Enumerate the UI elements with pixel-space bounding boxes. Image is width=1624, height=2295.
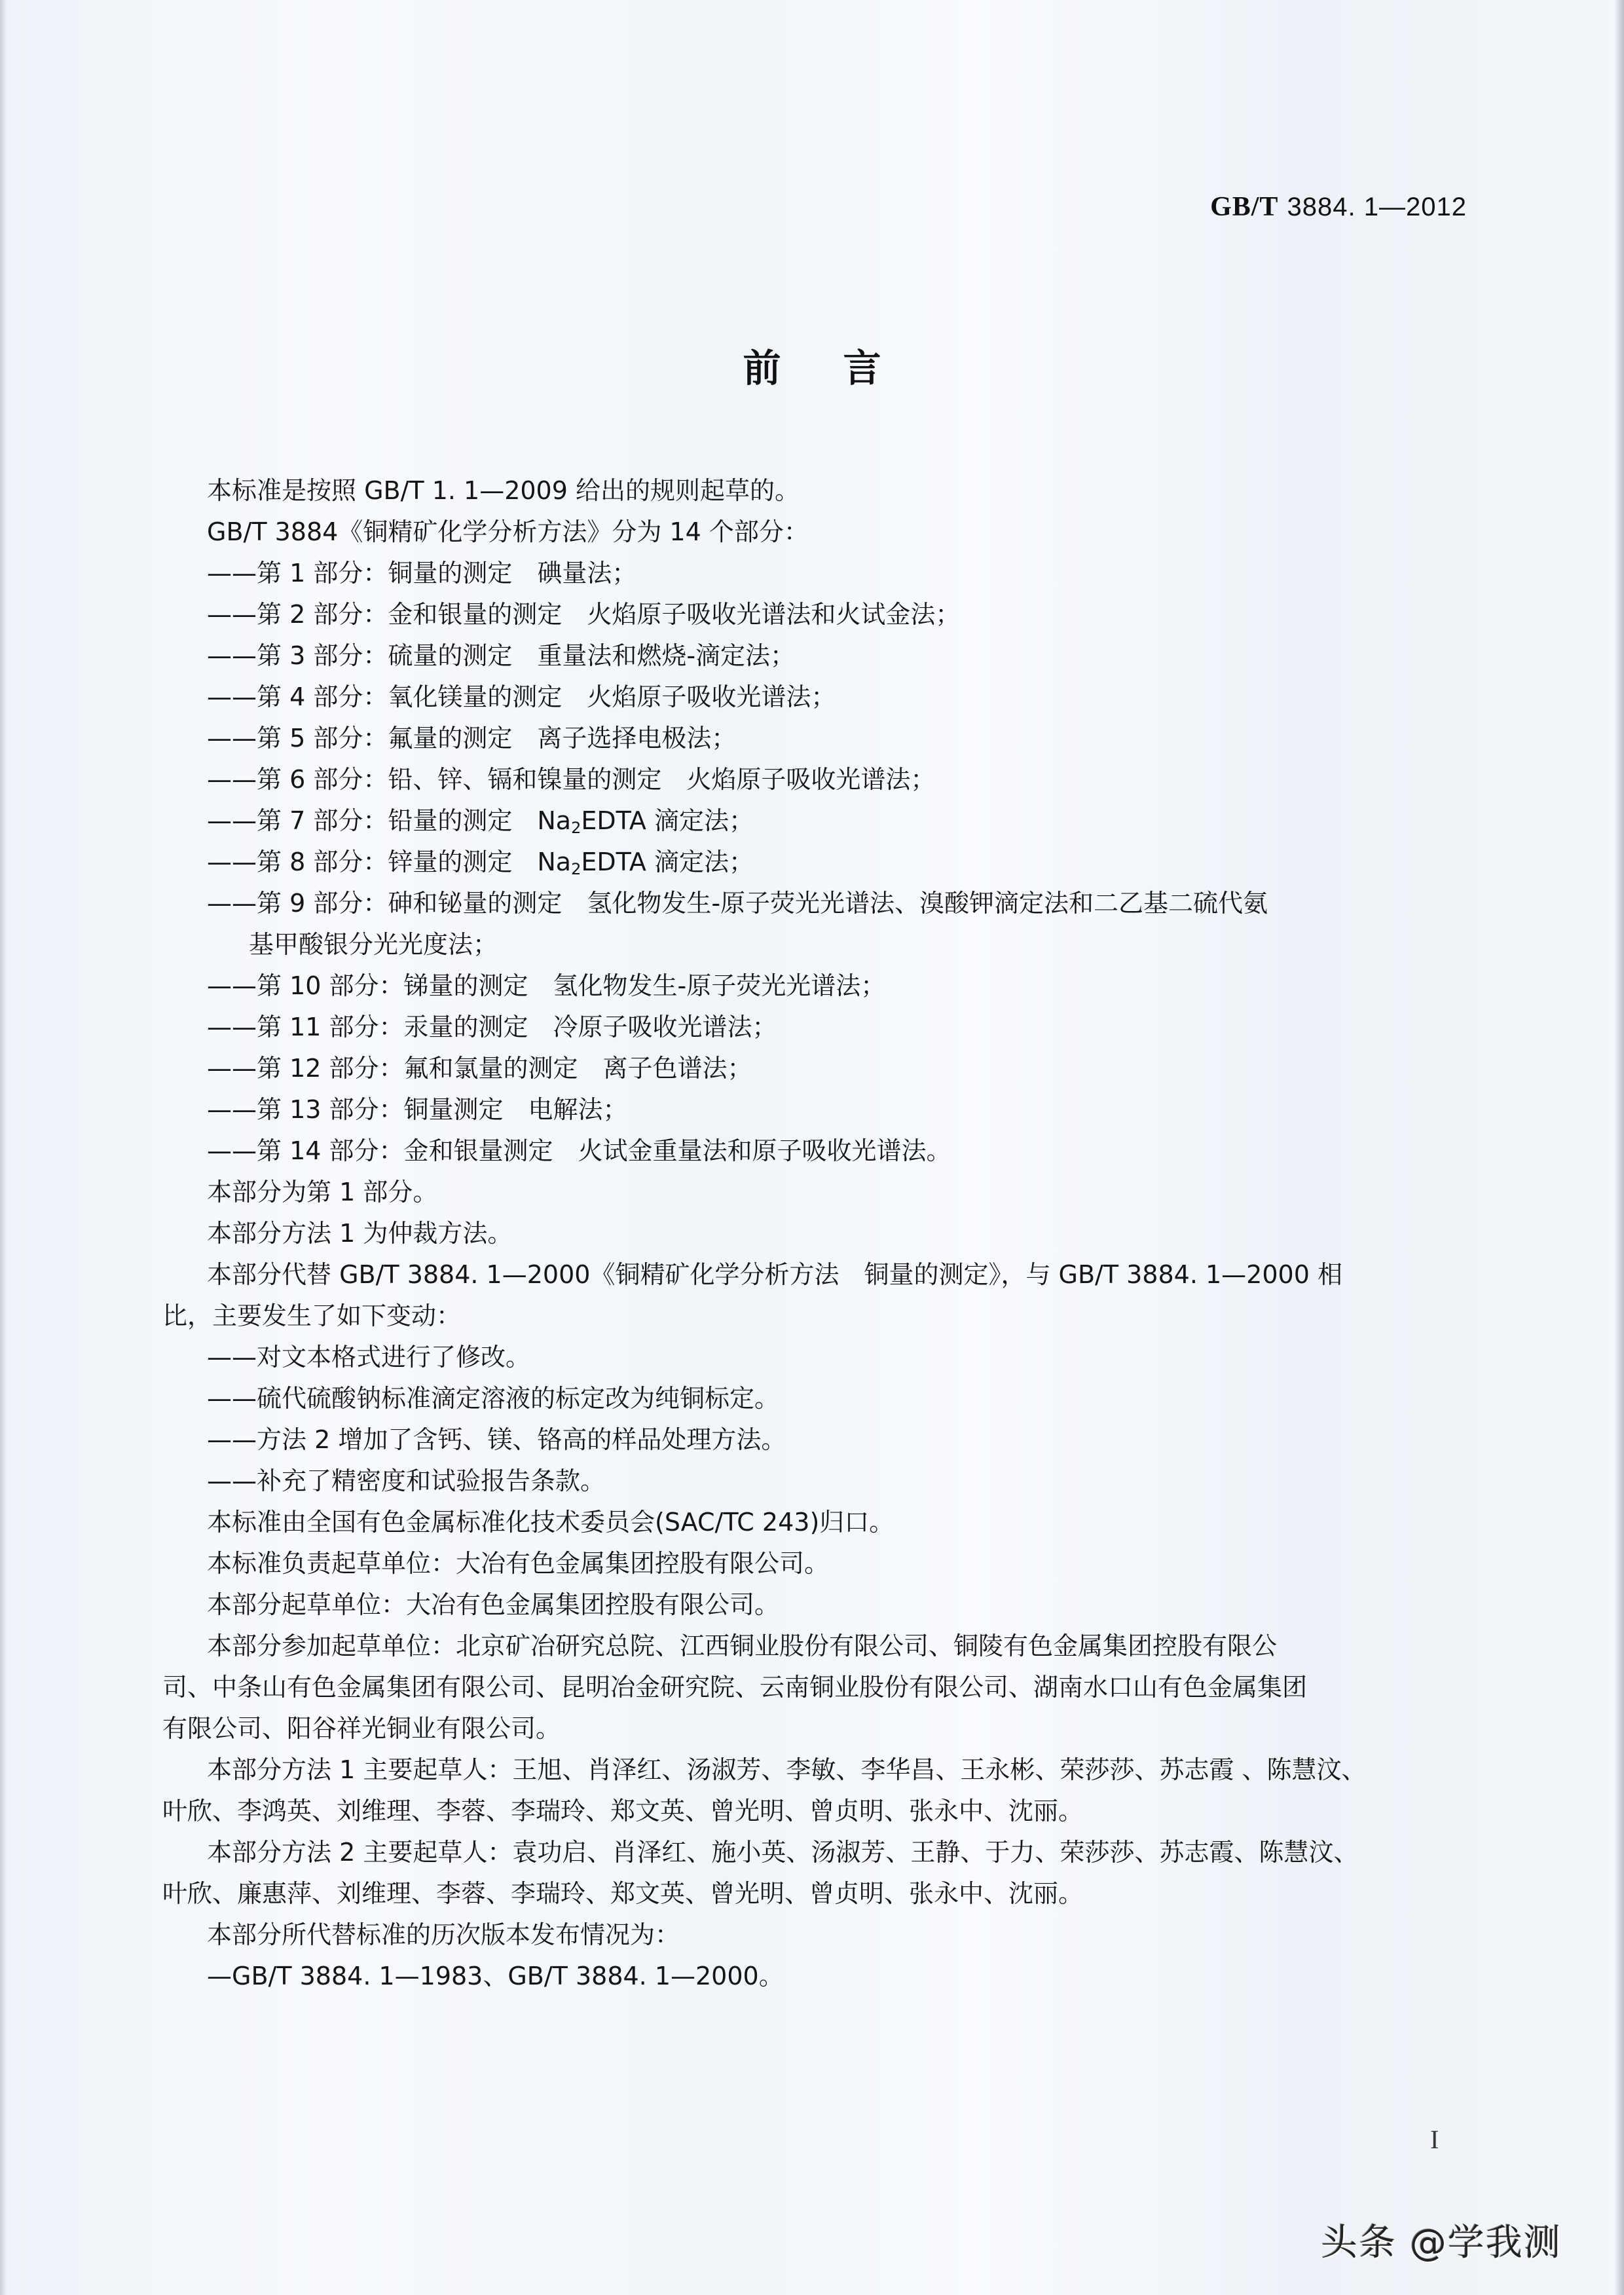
foreword-body (162, 470, 1477, 1997)
part-7-text: ——第 7 部分：铅量的测定 Na (207, 806, 572, 835)
change-item-3: ——方法 2 增加了含钙、镁、铬高的样品处理方法。 (207, 1425, 786, 1454)
paragraph-drafting-rules: 本标准是按照 GB/T 1. 1—2009 给出的规则起草的。 (207, 476, 800, 505)
paragraph-this-part: 本部分为第 1 部分。 (207, 1178, 438, 1206)
list-item-part-3: ——第 3 部分：硫量的测定 重量法和燃烧-滴定法； (207, 641, 796, 670)
paragraph-replaces-continued: 比，主要发生了如下变动： (162, 1301, 462, 1330)
list-item-part-1: ——第 1 部分：铜量的测定 碘量法； (207, 559, 637, 588)
paragraph-history-intro: 本部分所代替标准的历次版本发布情况为： (207, 1920, 680, 1949)
paragraph-participating-units: 本部分参加起草单位：北京矿冶研究总院、江西铜业股份有限公司、铜陵有色金属集团控股有限公 (207, 1632, 1278, 1660)
list-item-part-7 (207, 800, 1477, 842)
part-7-method: EDTA 滴定法； (581, 806, 754, 835)
change-item-4: ——补充了精密度和试验报告条款。 (207, 1466, 606, 1495)
list-item-part-8 (207, 842, 1477, 883)
part-8-text: ——第 8 部分：锌量的测定 Na (207, 848, 572, 876)
title-char-1: 前 (743, 346, 781, 390)
list-item-part-9-continued: 基甲酸银分光光度法； (249, 930, 498, 959)
watermark: 头条 @学我测 (1321, 2222, 1562, 2264)
paragraph-method-2-drafters-continued: 叶欣、廉惠萍、刘维理、李蓉、李瑞玲、郑文英、曾光明、曾贞明、张永中、沈丽。 (162, 1879, 1084, 1908)
list-item-part-13: ——第 13 部分：铜量测定 电解法； (207, 1095, 628, 1124)
list-item-part-10: ——第 10 部分：锑量的测定 氢化物发生-原子荧光光谱法； (207, 971, 886, 1000)
standard-code: 3884. 1—2012 (1287, 193, 1467, 221)
standard-prefix: GB/T (1210, 192, 1279, 222)
subscript: 2 (571, 819, 581, 837)
paragraph-method-1-drafters: 本部分方法 1 主要起草人：王旭、肖泽红、汤淑芳、李敏、李华昌、王永彬、荣莎莎、苏志霞 、陈慧汶、 (207, 1755, 1367, 1784)
list-item-part-2: ——第 2 部分：金和银量的测定 火焰原子吸收光谱法和火试金法； (207, 600, 961, 629)
paragraph-replaces: 本部分代替 GB/T 3884. 1—2000《铜精矿化学分析方法 铜量的测定》，与 GB/T 3884. 1—2000 相 (207, 1260, 1342, 1289)
paragraph-method-1-drafters-continued: 叶欣、李鸿英、刘维理、李蓉、李瑞玲、郑文英、曾光明、曾贞明、张永中、沈丽。 (162, 1797, 1084, 1825)
list-item-part-12: ——第 12 部分：氟和氯量的测定 离子色谱法； (207, 1054, 752, 1083)
standard-number (1210, 191, 1467, 223)
subscript: 2 (571, 860, 581, 878)
page-title (0, 337, 1624, 392)
paragraph-arbitration: 本部分方法 1 为仲裁方法。 (207, 1219, 513, 1248)
paragraph-responsible-unit: 本标准负责起草单位：大冶有色金属集团控股有限公司。 (207, 1549, 830, 1578)
paragraph-committee: 本标准由全国有色金属标准化技术委员会(SAC/TC 243)归口。 (207, 1508, 895, 1537)
page-number: I (1430, 2125, 1439, 2154)
list-item-part-14: ——第 14 部分：金和银量测定 火试金重量法和原子吸收光谱法。 (207, 1136, 951, 1165)
paragraph-history-list: —GB/T 3884. 1—1983、GB/T 3884. 1—2000。 (207, 1962, 784, 1990)
list-item-part-5: ——第 5 部分：氟量的测定 离子选择电极法； (207, 724, 737, 753)
paragraph-method-2-drafters: 本部分方法 2 主要起草人：袁功启、肖泽红、施小英、汤淑芳、王静、于力、荣莎莎、苏志霞、陈慧汶、 (207, 1838, 1359, 1867)
change-item-2: ——硫代硫酸钠标准滴定溶液的标定改为纯铜标定。 (207, 1384, 780, 1413)
paragraph-series-parts: GB/T 3884《铜精矿化学分析方法》分为 14 个部分： (207, 517, 809, 546)
part-8-method: EDTA 滴定法； (581, 848, 754, 876)
change-item-1: ——对文本格式进行了修改。 (207, 1343, 531, 1371)
paragraph-drafting-unit: 本部分起草单位：大冶有色金属集团控股有限公司。 (207, 1590, 780, 1619)
list-item-part-4: ——第 4 部分：氧化镁量的测定 火焰原子吸收光谱法； (207, 682, 836, 711)
list-item-part-6: ——第 6 部分：铅、锌、镉和镍量的测定 火焰原子吸收光谱法； (207, 765, 936, 794)
paragraph-participating-units-continued-1: 司、中条山有色金属集团有限公司、昆明冶金研究院、云南铜业股份有限公司、湖南水口山有色金属集团 (162, 1673, 1308, 1702)
title-char-2: 言 (843, 346, 881, 390)
list-item-part-9: ——第 9 部分：砷和铋量的测定 氢化物发生-原子荧光光谱法、溴酸钾滴定法和二乙基二硫代氨 (207, 889, 1268, 918)
paragraph-participating-units-continued-2: 有限公司、阳谷祥光铜业有限公司。 (162, 1714, 561, 1743)
list-item-part-11: ——第 11 部分：汞量的测定 冷原子吸收光谱法； (207, 1013, 777, 1041)
